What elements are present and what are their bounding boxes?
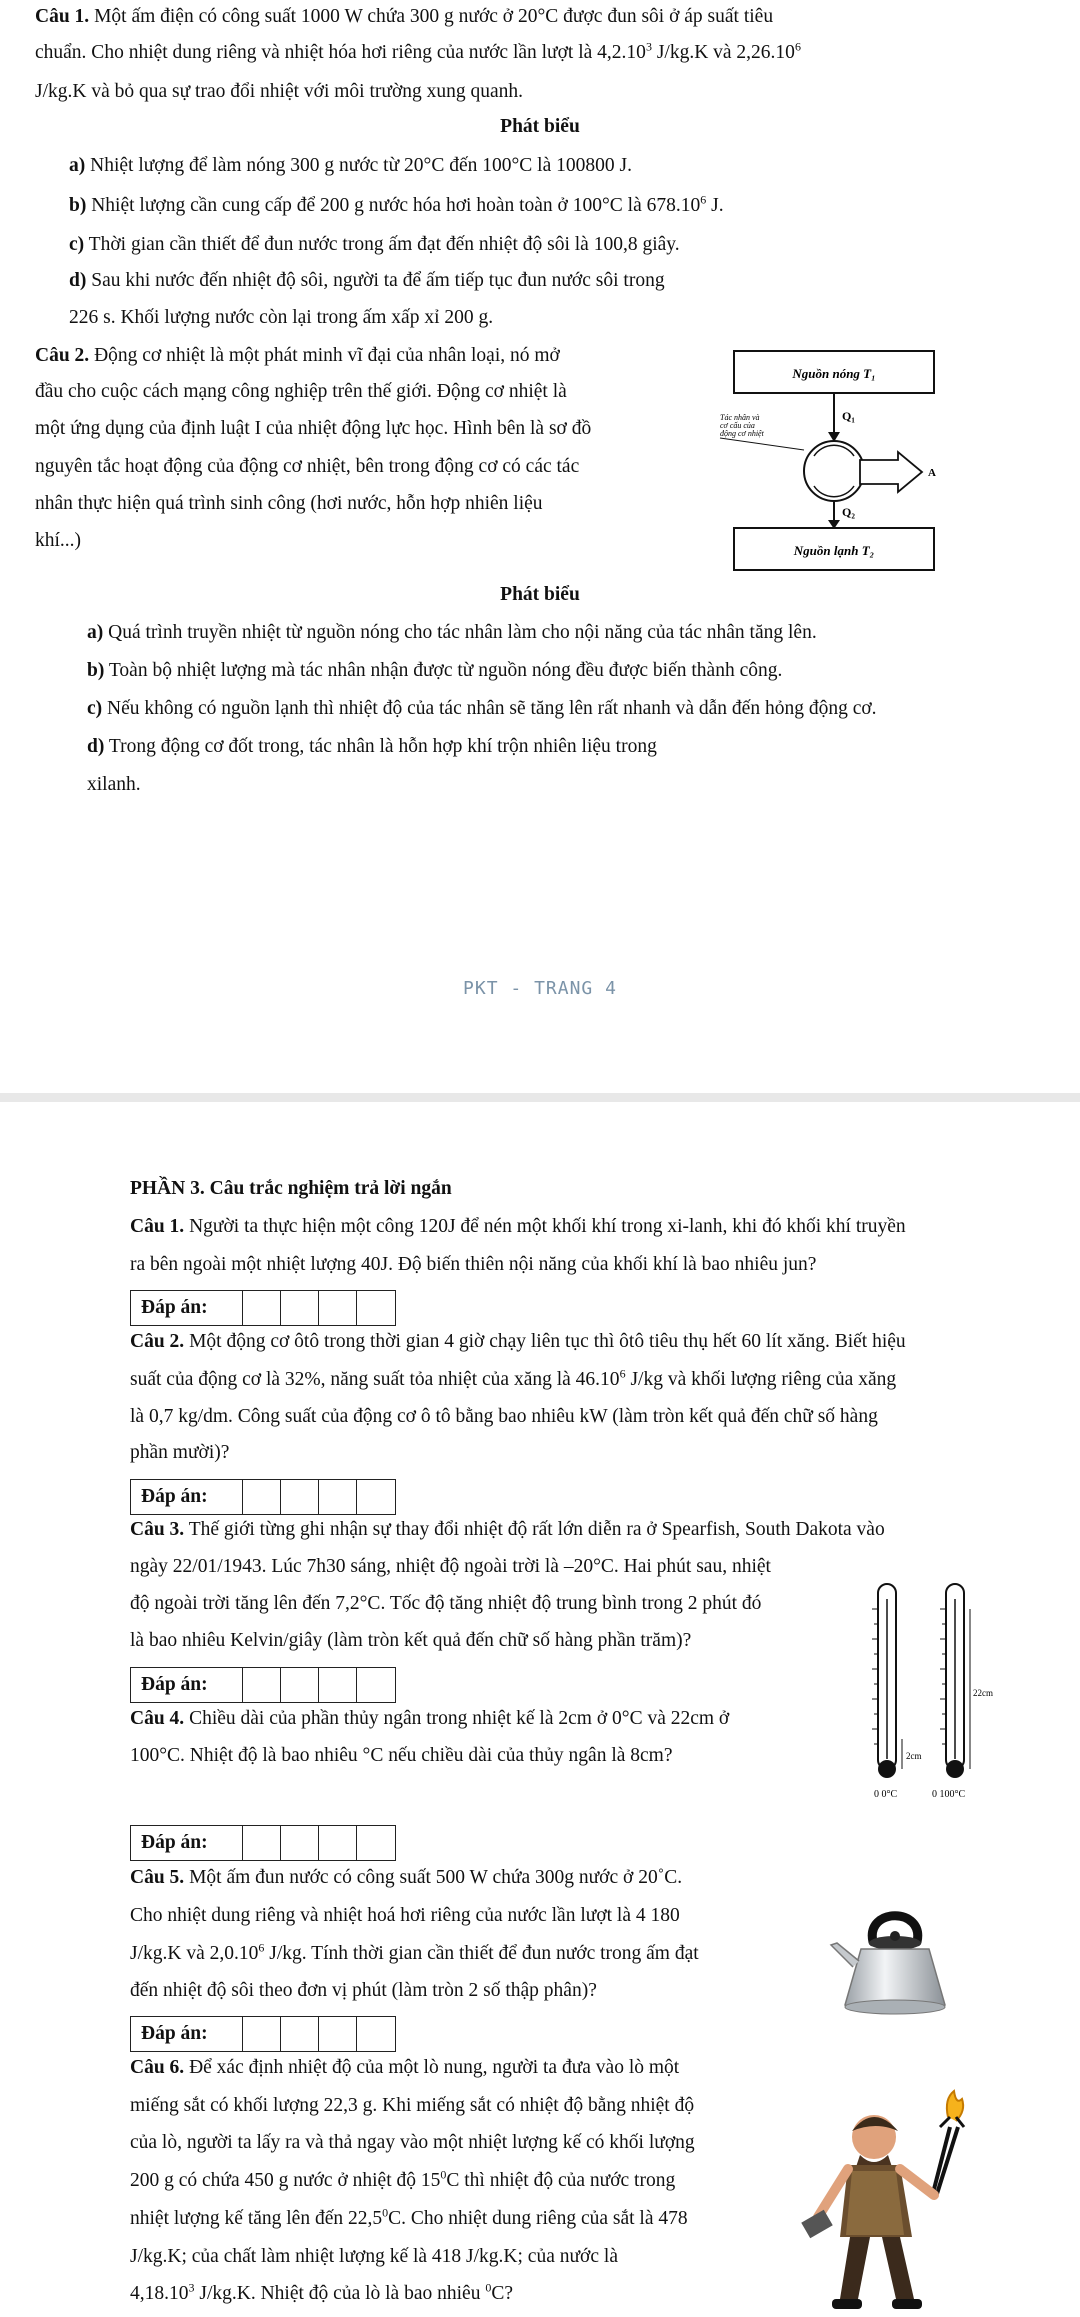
p2-q2-line1: Câu 2. Một động cơ ôtô trong thời gian 4 giờ chạy liên tục thì ôtô tiêu thụ hết 60 lít xăng. Biết hiệu xyxy=(130,1331,906,1352)
answer-cell[interactable] xyxy=(281,1291,319,1325)
p1-q2-line3: một ứng dụng của định luật I của nhiệt động lực học. Hình bên là sơ đồ xyxy=(35,418,592,439)
page-footer: PKT - TRANG 4 xyxy=(463,978,617,999)
p2-q3-line2: ngày 22/01/1943. Lúc 7h30 sáng, nhiệt độ ngoài trời là –20°C. Hai phút sau, nhiệt xyxy=(130,1556,771,1577)
p1-q2-b: b) Toàn bộ nhiệt lượng mà tác nhân nhận được từ nguồn nóng đều được biến thành công. xyxy=(87,660,783,681)
p1-q1-heading: Phát biểu xyxy=(500,116,580,137)
p2-q6-line1: Câu 6. Để xác định nhiệt độ của một lò nung, người ta đưa vào lò một xyxy=(130,2057,680,2078)
p1-q2-heading: Phát biểu xyxy=(500,584,580,605)
answer-cell[interactable] xyxy=(357,1668,395,1702)
answer-label: Đáp án: xyxy=(131,2017,243,2051)
p1-q1-line2: chuẩn. Cho nhiệt dung riêng và nhiệt hóa hơi riêng của nước lần lượt là 4,2.10$^3$ J/kg.K và 2,26.10$^6$ xyxy=(35,39,801,63)
answer-label: Đáp án: xyxy=(131,1826,243,1860)
answer-cell[interactable] xyxy=(243,1291,281,1325)
engine-circle xyxy=(804,441,864,501)
p2-q3-line4: là bao nhiêu Kelvin/giây (làm tròn kết quả đến chữ số hàng phần trăm)? xyxy=(130,1630,692,1651)
answer-cell[interactable] xyxy=(243,1668,281,1702)
p2-q1-answer-box[interactable] xyxy=(130,1290,396,1326)
p2-q6-line7: 4,18.10$^3$ J/kg.K. Nhiệt độ của lò là bao nhiêu $^0$C? xyxy=(130,2280,513,2304)
p1-q2-line2: đầu cho cuộc cách mạng công nghiệp trên thế giới. Động cơ nhiệt là xyxy=(35,381,567,402)
answer-cell[interactable] xyxy=(243,1480,281,1514)
p2-q4-line2: 100°C. Nhiệt độ là bao nhiêu °C nếu chiều dài của thủy ngân là 8cm? xyxy=(130,1745,673,1766)
kettle-illustration xyxy=(825,1887,965,2022)
p2-q3-line1: Câu 3. Thế giới từng ghi nhận sự thay đổi nhiệt độ rất lớn diễn ra ở Spearfish, South Dakota vào xyxy=(130,1519,885,1540)
p2-q6-line4: 200 g có chứa 450 g nước ở nhiệt độ $15^0C$ thì nhiệt độ của nước trong xyxy=(130,2167,676,2191)
p2-q6-line2: miếng sắt có khối lượng 22,3 g. Khi miếng sắt có nhiệt độ bằng nhiệt độ xyxy=(130,2095,695,2116)
p2-q1-line1: Câu 1. Người ta thực hiện một công 120J để nén một khối khí trong xi-lanh, khi đó khối khí truyền xyxy=(130,1216,906,1237)
p2-q6-line5: nhiệt lượng kế tăng lên đến 22,5$^0$C. Cho nhiệt dung riêng của sắt là 478 xyxy=(130,2205,688,2229)
p1-q2-d2: xilanh. xyxy=(87,774,141,795)
p1-q1-line1: Câu 1. Một ấm điện có công suất 1000 W chứa 300 g nước ở 20°C được đun sôi ở áp suất tiêu xyxy=(35,6,774,27)
p2-q5-line4: đến nhiệt độ sôi theo đơn vị phút (làm tròn 2 số thập phân)? xyxy=(130,1980,597,2001)
agent-label-1: Tác nhân và xyxy=(720,413,760,422)
answer-cell[interactable] xyxy=(357,1480,395,1514)
thermometer-figure xyxy=(860,1579,995,1804)
p1-q2-line4: nguyên tắc hoạt động của động cơ nhiệt, bên trong động cơ có các tác xyxy=(35,456,580,477)
p2-q3-answer-box[interactable] xyxy=(130,1667,396,1703)
thermo-0c-label: 0 0°C xyxy=(874,1789,898,1800)
p2-q2-line4: phần mười)? xyxy=(130,1442,230,1463)
p1-q2-d: d) Trong động cơ đốt trong, tác nhân là hỗn hợp khí trộn nhiên liệu trong xyxy=(87,736,657,757)
answer-cell[interactable] xyxy=(281,1668,319,1702)
thermo-22cm-label: 22cm xyxy=(973,1688,993,1698)
agent-label-3: động cơ nhiệt xyxy=(720,429,764,438)
hot-source-label: Nguồn nóng T₁ xyxy=(792,366,876,381)
answer-cell[interactable] xyxy=(357,1826,395,1860)
p2-q3-line3: độ ngoài trời tăng lên đến 7,2°C. Tốc độ tăng nhiệt độ trung bình trong 2 phút đó xyxy=(130,1593,762,1614)
p2-q6-line6: J/kg.K; của chất làm nhiệt lượng kế là 418 J/kg.K; của nước là xyxy=(130,2246,618,2267)
p1-q1-a: a) Nhiệt lượng để làm nóng 300 g nước từ 20°C đến 100°C là 100800 J. xyxy=(69,155,632,176)
page-separator xyxy=(0,1093,1080,1102)
p1-q2-a: a) Quá trình truyền nhiệt từ nguồn nóng cho tác nhân làm cho nội năng của tác nhân tăng lên. xyxy=(87,622,817,643)
answer-cell[interactable] xyxy=(281,1826,319,1860)
page-1 xyxy=(0,0,1080,1093)
p2-q2-line3: là 0,7 kg/dm. Công suất của động cơ ô tô bằng bao nhiêu kW (làm tròn kết quả đến chữ số hàng xyxy=(130,1406,878,1427)
p1-q1-c: c) Thời gian cần thiết để đun nước trong ấm đạt đến nhiệt độ sôi là 100,8 giây. xyxy=(69,234,680,255)
work-arrow xyxy=(860,452,922,492)
p1-q2-c: c) Nếu không có nguồn lạnh thì nhiệt độ của tác nhân sẽ tăng lên rất nhanh và dẫn đến hỏng động cơ. xyxy=(87,698,877,719)
answer-cell[interactable] xyxy=(243,2017,281,2051)
answer-label: Đáp án: xyxy=(131,1480,243,1514)
kettle-spout xyxy=(831,1943,859,1967)
answer-cell[interactable] xyxy=(357,1291,395,1325)
hammer xyxy=(801,2210,833,2239)
page-2 xyxy=(0,1102,1080,2317)
heat-engine-diagram xyxy=(710,348,940,576)
answer-label: Đáp án: xyxy=(131,1668,243,1702)
answer-cell[interactable] xyxy=(281,1480,319,1514)
p2-q5-line3: J/kg.K và 2,0.10$^6$ J/kg. Tính thời gian cần thiết để đun nước trong ấm đạt xyxy=(130,1940,699,1964)
p1-q1-d2: 226 s. Khối lượng nước còn lại trong ấm xấp xỉ 200 g. xyxy=(69,307,494,328)
answer-cell[interactable] xyxy=(319,2017,357,2051)
section-title: PHẦN 3. Câu trắc nghiệm trả lời ngắn xyxy=(130,1178,452,1199)
p1-q1-line3: J/kg.K và bỏ qua sự trao đổi nhiệt với môi trường xung quanh. xyxy=(35,81,524,102)
p1-q1-b: b) Nhiệt lượng cần cung cấp để 200 g nước hóa hơi hoàn toàn ở 100°C là 678.10$^6$ J. xyxy=(69,192,724,216)
q1-label: Q₁ xyxy=(842,409,855,423)
cold-source-label: Nguồn lạnh T₂ xyxy=(793,543,875,558)
thermo-2cm-label: 2cm xyxy=(906,1751,922,1761)
answer-cell[interactable] xyxy=(243,1826,281,1860)
p2-q5-line1: Câu 5. Một ấm đun nước có công suất 500 W chứa 300g nước ở 20˚C. xyxy=(130,1867,683,1888)
answer-cell[interactable] xyxy=(357,2017,395,2051)
answer-cell[interactable] xyxy=(319,1826,357,1860)
answer-cell[interactable] xyxy=(281,2017,319,2051)
answer-cell[interactable] xyxy=(319,1668,357,1702)
thermometer-right-bulb xyxy=(946,1760,964,1778)
blacksmith-illustration xyxy=(800,2087,980,2317)
answer-cell[interactable] xyxy=(319,1291,357,1325)
answer-cell[interactable] xyxy=(319,1480,357,1514)
p2-q2-answer-box[interactable] xyxy=(130,1479,396,1515)
p1-q2-line5: nhân thực hiện quá trình sinh công (hơi nước, hỗn hợp nhiên liệu xyxy=(35,493,543,514)
p1-q2-line1: Câu 2. Động cơ nhiệt là một phát minh vĩ đại của nhân loại, nó mở xyxy=(35,345,560,366)
p2-q5-line2: Cho nhiệt dung riêng và nhiệt hoá hơi riêng của nước lần lượt là 4 180 xyxy=(130,1905,680,1926)
p1-q1-d: d) Sau khi nước đến nhiệt độ sôi, người ta để ấm tiếp tục đun nước sôi trong xyxy=(69,270,665,291)
agent-label-2: cơ cấu của xyxy=(720,421,755,430)
p2-q2-line2: suất của động cơ là 32%, năng suất tỏa nhiệt của xăng là 46.10$^6$ J/kg và khối lượng riêng của xăng xyxy=(130,1366,897,1390)
thermometer-left-bulb xyxy=(878,1760,896,1778)
p2-q1-line2: ra bên ngoài một nhiệt lượng 40J. Độ biến thiên nội năng của khối khí là bao nhiêu jun? xyxy=(130,1254,817,1275)
p2-q4-line1: Câu 4. Chiều dài của phần thủy ngân trong nhiệt kế là 2cm ở 0°C và 22cm ở xyxy=(130,1708,730,1729)
p2-q5-answer-box[interactable] xyxy=(130,2016,396,2052)
q2-label: Q₂ xyxy=(842,505,855,519)
p1-q2-line6: khí...) xyxy=(35,530,82,551)
thermo-100c-label: 0 100°C xyxy=(932,1789,966,1800)
p2-q4-answer-box[interactable] xyxy=(130,1825,396,1861)
work-label: A xyxy=(928,467,936,479)
p2-q6-line3: của lò, người ta lấy ra và thả ngay vào một nhiệt lượng kế có khối lượng xyxy=(130,2132,695,2153)
answer-label: Đáp án: xyxy=(131,1291,243,1325)
